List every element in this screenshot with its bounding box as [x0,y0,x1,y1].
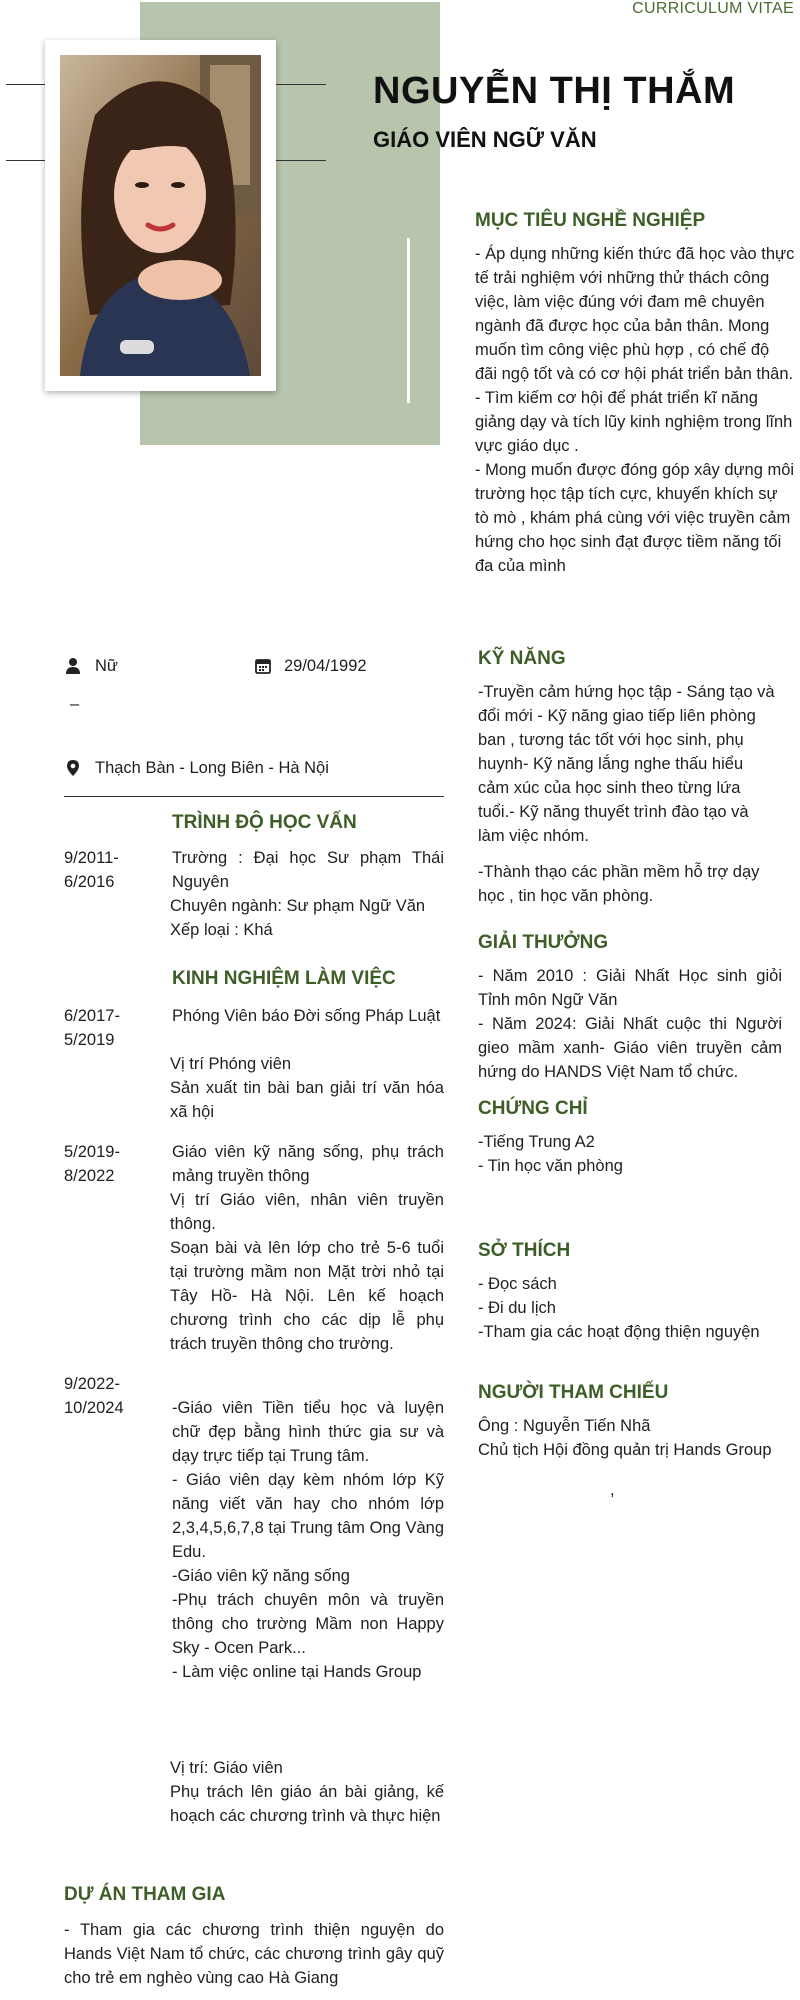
job-1-details: Vị trí Phóng viên Sản xuất tin bài ban giải trí văn hóa xã hội [170,1055,444,1121]
candidate-title: GIÁO VIÊN NGỮ VĂN [373,127,597,152]
address-value: Thạch Bàn - Long Biên - Hà Nội [95,759,329,777]
awards-text: - Năm 2010 : Giải Nhất Học sinh giỏi Tỉnh môn Ngữ Văn - Năm 2024: Giải Nhất cuộc thi Người gieo mầm xanh- Giáo viên truyền cảm hứng do HANDS Việt Nam tổ chức. [478,967,782,1081]
skills-text-1: -Truyền cảm hứng học tập - Sáng tạo và đổi mới - Kỹ năng giao tiếp liên phòng ban , tương tác tốt với học sinh, phụ huynh- Kỹ năng lắng nghe thấu hiểu cảm xúc của học sinh theo từng lứa tuổi.- Kỹ năng thuyết trình đào tạo và làm việc nhóm. [478,683,775,845]
certificates-text: -Tiếng Trung A2 - Tin học văn phòng [478,1133,623,1175]
job-1-period: 6/2017- 5/2019 [64,1007,120,1049]
education-heading: TRÌNH ĐỘ HỌC VẤN [172,812,357,833]
white-vertical-line [407,238,410,403]
job-2-period: 5/2019- 8/2022 [64,1143,120,1185]
skills-text-2: -Thành thạo các phần mềm hỗ trợ dạy học , tin học văn phòng. [478,863,760,905]
job-3-details: Vị trí: Giáo viên Phụ trách lên giáo án bài giảng, kế hoạch các chương trình và thực hiện [170,1759,444,1825]
empty-field-dash: – [70,695,80,713]
calendar-icon [254,657,272,680]
education-grade: Xếp loại : Khá [170,921,273,939]
references-heading: NGƯỜI THAM CHIẾU [478,1382,669,1403]
job-2-title: Giáo viên kỹ năng sống, phụ trách mảng truyền thông [172,1143,444,1185]
certificates-heading: CHỨNG CHỈ [478,1098,588,1119]
projects-heading: DỰ ÁN THAM GIA [64,1884,226,1905]
candidate-name: NGUYỄN THỊ THẮM [373,70,736,112]
objective-text: - Áp dụng những kiến thức đã học vào thực tế trải nghiệm với những thử thách công việc, làm việc đúng với đam mê chuyên ngành đã được học của bản thân. Mong muốn tìm công việc phù hợp , có chế độ đãi ngộ tốt và có cơ hội phát triển bản thân. - Tìm kiếm cơ hội để phát triển kĩ năng giảng dạy và tích lũy kinh nghiệm trong lĩnh vực giáo dục . - Mong muốn được đóng góp xây dựng môi trường học tập tích cực, khuyến khích sự tò mò , khám phá cùng với việc truyền cảm hứng cho học sinh đạt được tiềm năng tối đa của mình [475,245,795,575]
location-pin-icon [64,759,82,782]
job-3-period: 9/2022- 10/2024 [64,1375,124,1417]
objective-heading: MỤC TIÊU NGHỀ NGHIỆP [475,210,706,231]
job-2-details: Vị trí Giáo viên, nhân viên truyền thông. Soạn bài và lên lớp cho trẻ 5-6 tuổi tại trường mầm non Mặt trời nhỏ tại Tây Hồ- Hà Nội. Lên kế hoạch chương trình cho các dịp lễ phụ trách truyền thông cho trường. [170,1191,444,1353]
job-1-title: Phóng Viên báo Đời sống Pháp Luật [172,1007,441,1025]
skills-heading: KỸ NĂNG [478,648,566,669]
personal-info-divider [64,796,444,797]
birthdate-value: 29/04/1992 [284,657,367,675]
hobbies-text: - Đọc sách - Đi du lịch -Tham gia các hoạt động thiện nguyện [478,1275,760,1341]
reference-comma: , [610,1481,615,1499]
education-school: Trường : Đại học Sư phạm Thái Nguyên [172,849,444,891]
cv-label: CURRICULUM VITAE [632,0,794,17]
reference-position: Chủ tịch Hội đồng quản trị Hands Group [478,1441,772,1459]
education-major: Chuyên ngành: Sư phạm Ngữ Văn [170,897,426,915]
projects-text: - Tham gia các chương trình thiện nguyện do Hands Việt Nam tổ chức, các chương trình gây quỹ cho trẻ em nghèo vùng cao Hà Giang [64,1921,444,1987]
reference-name: Ông : Nguyễn Tiến Nhã [478,1417,651,1435]
person-icon [64,657,82,680]
job-3-title: -Giáo viên Tiền tiểu học và luyện chữ đẹp bằng hình thức gia sư và dạy trực tiếp tại Trung tâm. - Giáo viên dạy kèm nhóm lớp Kỹ năng viết văn hay cho nhóm lớp 2,3,4,5,6,7,8 tại Trung tâm Ong Vàng Edu. -Giáo viên kỹ năng sống -Phụ trách chuyên môn và truyền thông cho trường Mầm non Happy Sky - Ocen Park... - Làm việc online tại Hands Group [172,1399,444,1681]
profile-photo-frame [45,40,276,391]
gender-value: Nữ [95,657,118,675]
profile-photo [60,55,261,376]
experience-heading: KINH NGHIỆM LÀM VIỆC [172,968,396,989]
portrait-illustration [60,55,261,376]
awards-heading: GIẢI THƯỞNG [478,932,609,953]
education-period: 9/2011- 6/2016 [64,849,119,891]
hobbies-heading: SỞ THÍCH [478,1240,571,1261]
